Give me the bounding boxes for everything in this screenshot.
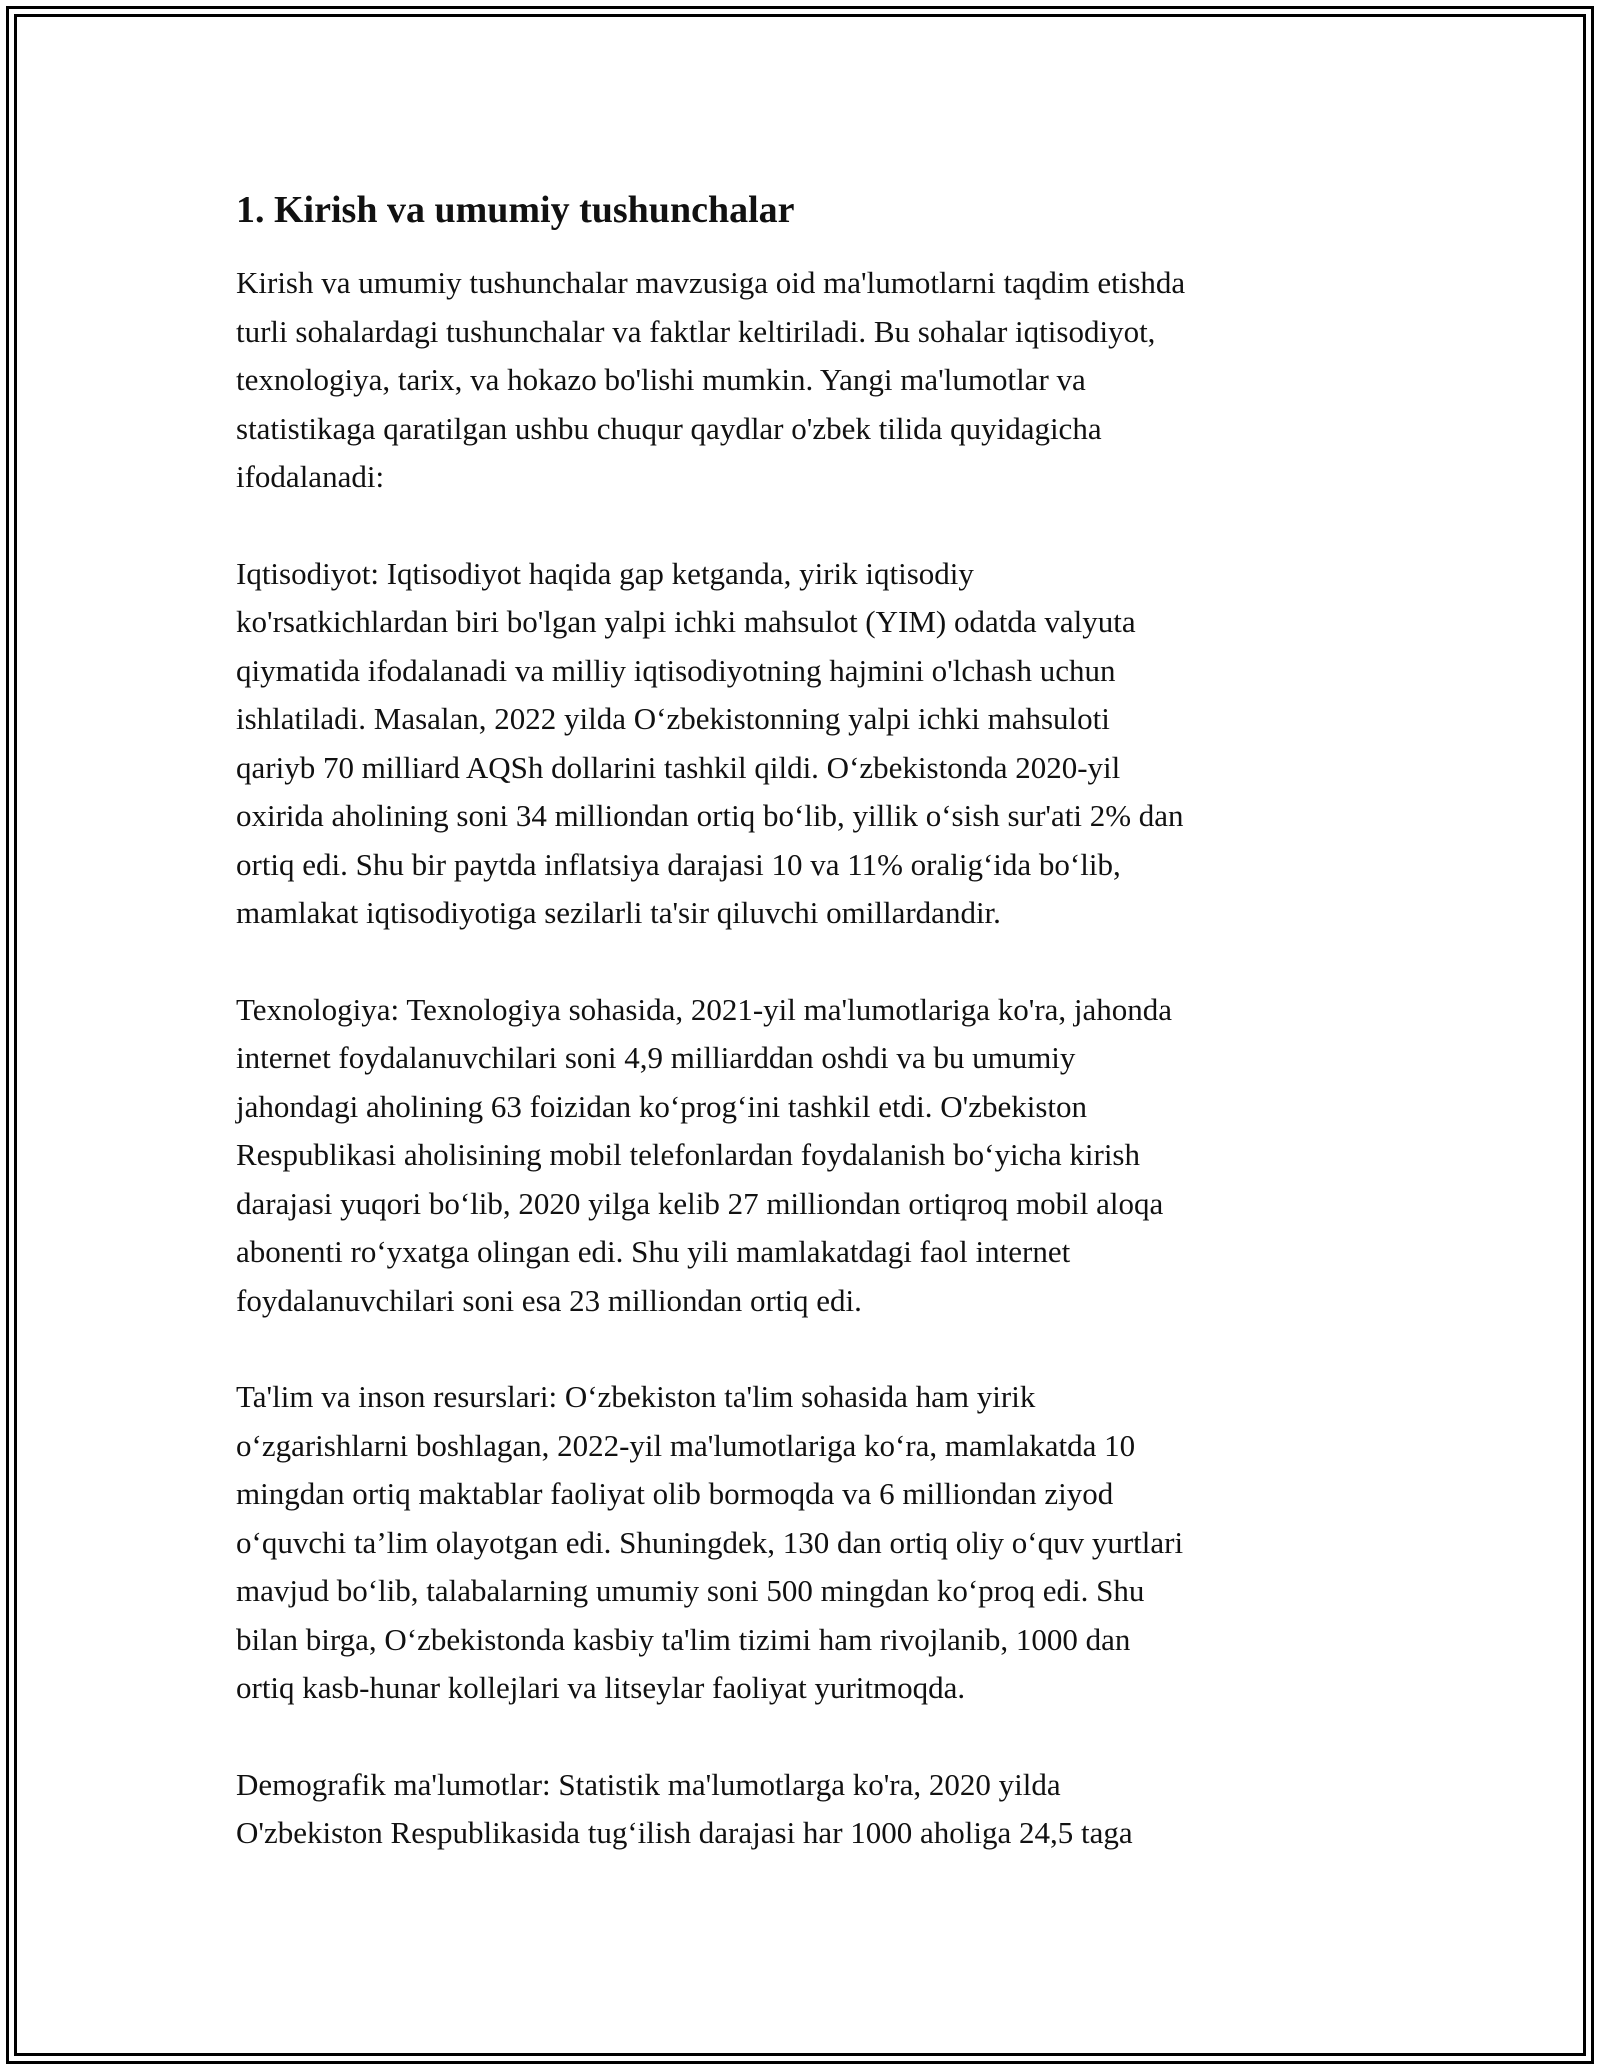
text-line: Respublikasi aholisining mobil telefonlardan foydalanish boʻyicha kirish [236,1137,1140,1173]
text-line: Demografik ma'lumotlar: Statistik ma'lumotlarga ko'ra, 2020 yilda [236,1766,1061,1802]
text-line: internet foydalanuvchilari soni 4,9 milliarddan oshdi va bu umumiy [236,1040,1076,1076]
section-heading: 1. Kirish va umumiy tushunchalar [236,189,795,231]
text-line: abonenti roʻyxatga olingan edi. Shu yili mamlakatdagi faol internet [236,1234,1071,1270]
text-line: ortiq edi. Shu bir paytda inflatsiya darajasi 10 va 11% oraligʻida boʻlib, [236,846,1121,882]
text-line: qiymatida ifodalanadi va milliy iqtisodiyotning hajmini o'lchash uchun [236,652,1116,688]
paragraph-intro [236,259,1366,502]
paragraph-technology [236,986,1366,1326]
text-line: darajasi yuqori boʻlib, 2020 yilga kelib 27 milliondan ortiqroq mobil aloqa [236,1185,1164,1221]
text-line: O'zbekiston Respublikasida tugʻilish darajasi har 1000 aholiga 24,5 taga [236,1815,1133,1851]
document-body [236,186,1366,1906]
text-line: oʻquvchi ta’lim olayotgan edi. Shuningdek, 130 dan ortiq oliy oʻquv yurtlari [236,1524,1184,1560]
text-line: ishlatiladi. Masalan, 2022 yilda Oʻzbekistonning yalpi ichki mahsuloti [236,701,1110,737]
text-line: Iqtisodiyot: Iqtisodiyot haqida gap ketganda, yirik iqtisodiy [236,555,974,591]
text-line: ko'rsatkichlardan biri bo'lgan yalpi ichki mahsulot (YIM) odatda valyuta [236,604,1136,640]
text-line: mavjud boʻlib, talabalarning umumiy soni 500 mingdan koʻproq edi. Shu [236,1573,1145,1609]
text-line: oxirida aholining soni 34 milliondan ortiq boʻlib, yillik oʻsish sur'ati 2% dan [236,798,1184,834]
text-line: jahondagi aholining 63 foizidan koʻprogʻini tashkil etdi. O'zbekiston [236,1088,1088,1124]
text-line: mingdan ortiq maktablar faoliyat olib bormoqda va 6 milliondan ziyod [236,1476,1114,1512]
text-line: Texnologiya: Texnologiya sohasida, 2021-yil ma'lumotlariga ko'ra, jahonda [236,991,1173,1027]
text-line: mamlakat iqtisodiyotiga sezilarli ta'sir qiluvchi omillardandir. [236,895,1001,931]
paragraph-demographics [236,1761,1366,1858]
text-line: bilan birga, Oʻzbekistonda kasbiy ta'lim tizimi ham rivojlanib, 1000 dan [236,1621,1131,1657]
text-line: ifodalanadi: [236,459,385,495]
text-line: Ta'lim va inson resurslari: Oʻzbekiston ta'lim sohasida ham yirik [236,1379,1036,1415]
text-line: oʻzgarishlarni boshlagan, 2022-yil ma'lumotlariga koʻra, mamlakatda 10 [236,1427,1136,1463]
text-line: qariyb 70 milliard AQSh dollarini tashkil qildi. Oʻzbekistonda 2020-yil [236,749,1121,785]
text-line: texnologiya, tarix, va hokazo bo'lishi mumkin. Yangi ma'lumotlar va [236,362,1086,398]
text-line: foydalanuvchilari soni esa 23 milliondan ortiq edi. [236,1282,862,1318]
text-line: turli sohalardagi tushunchalar va faktlar keltiriladi. Bu sohalar iqtisodiyot, [236,313,1156,349]
text-line: Kirish va umumiy tushunchalar mavzusiga oid ma'lumotlarni taqdim etishda [236,265,1186,301]
text-line: statistikaga qaratilgan ushbu chuqur qaydlar o'zbek tilida quyidagicha [236,410,1102,446]
text-line: ortiq kasb-hunar kollejlari va litseylar faoliyat yuritmoqda. [236,1670,966,1706]
paragraph-economy [236,550,1366,938]
paragraph-education [236,1373,1366,1713]
